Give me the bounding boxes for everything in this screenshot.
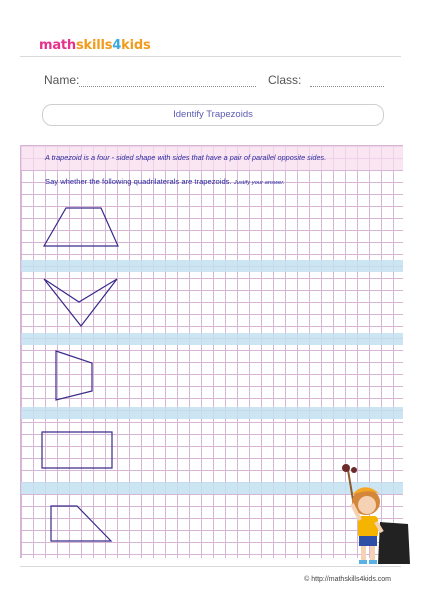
shape-4-rectangle: [42, 432, 112, 468]
shape-2-arrowhead: [44, 279, 117, 326]
worksheet-title: Identify Trapezoids: [42, 104, 384, 126]
shape-3-trapezoid: [56, 351, 92, 400]
girl-illustration: [330, 462, 410, 567]
footer-url[interactable]: © http://mathskills4kids.com: [304, 576, 391, 583]
instruction-hint: Justify your answer.: [233, 180, 285, 186]
shape-5-right-trapezoid: [51, 506, 111, 541]
definition-text: A trapezoid is a four - sided shape with sides that have a pair of parallel opposite sides.: [45, 153, 327, 162]
name-label: Name:: [44, 73, 80, 87]
class-label: Class:: [268, 73, 302, 87]
site-logo: mathskills4kids: [39, 38, 151, 53]
instruction-text: Say whether the following quadrilaterals are trapezoids. Justify your answer.: [45, 177, 285, 186]
shape-1-trapezoid: [44, 208, 118, 246]
footer-divider: [20, 566, 401, 567]
